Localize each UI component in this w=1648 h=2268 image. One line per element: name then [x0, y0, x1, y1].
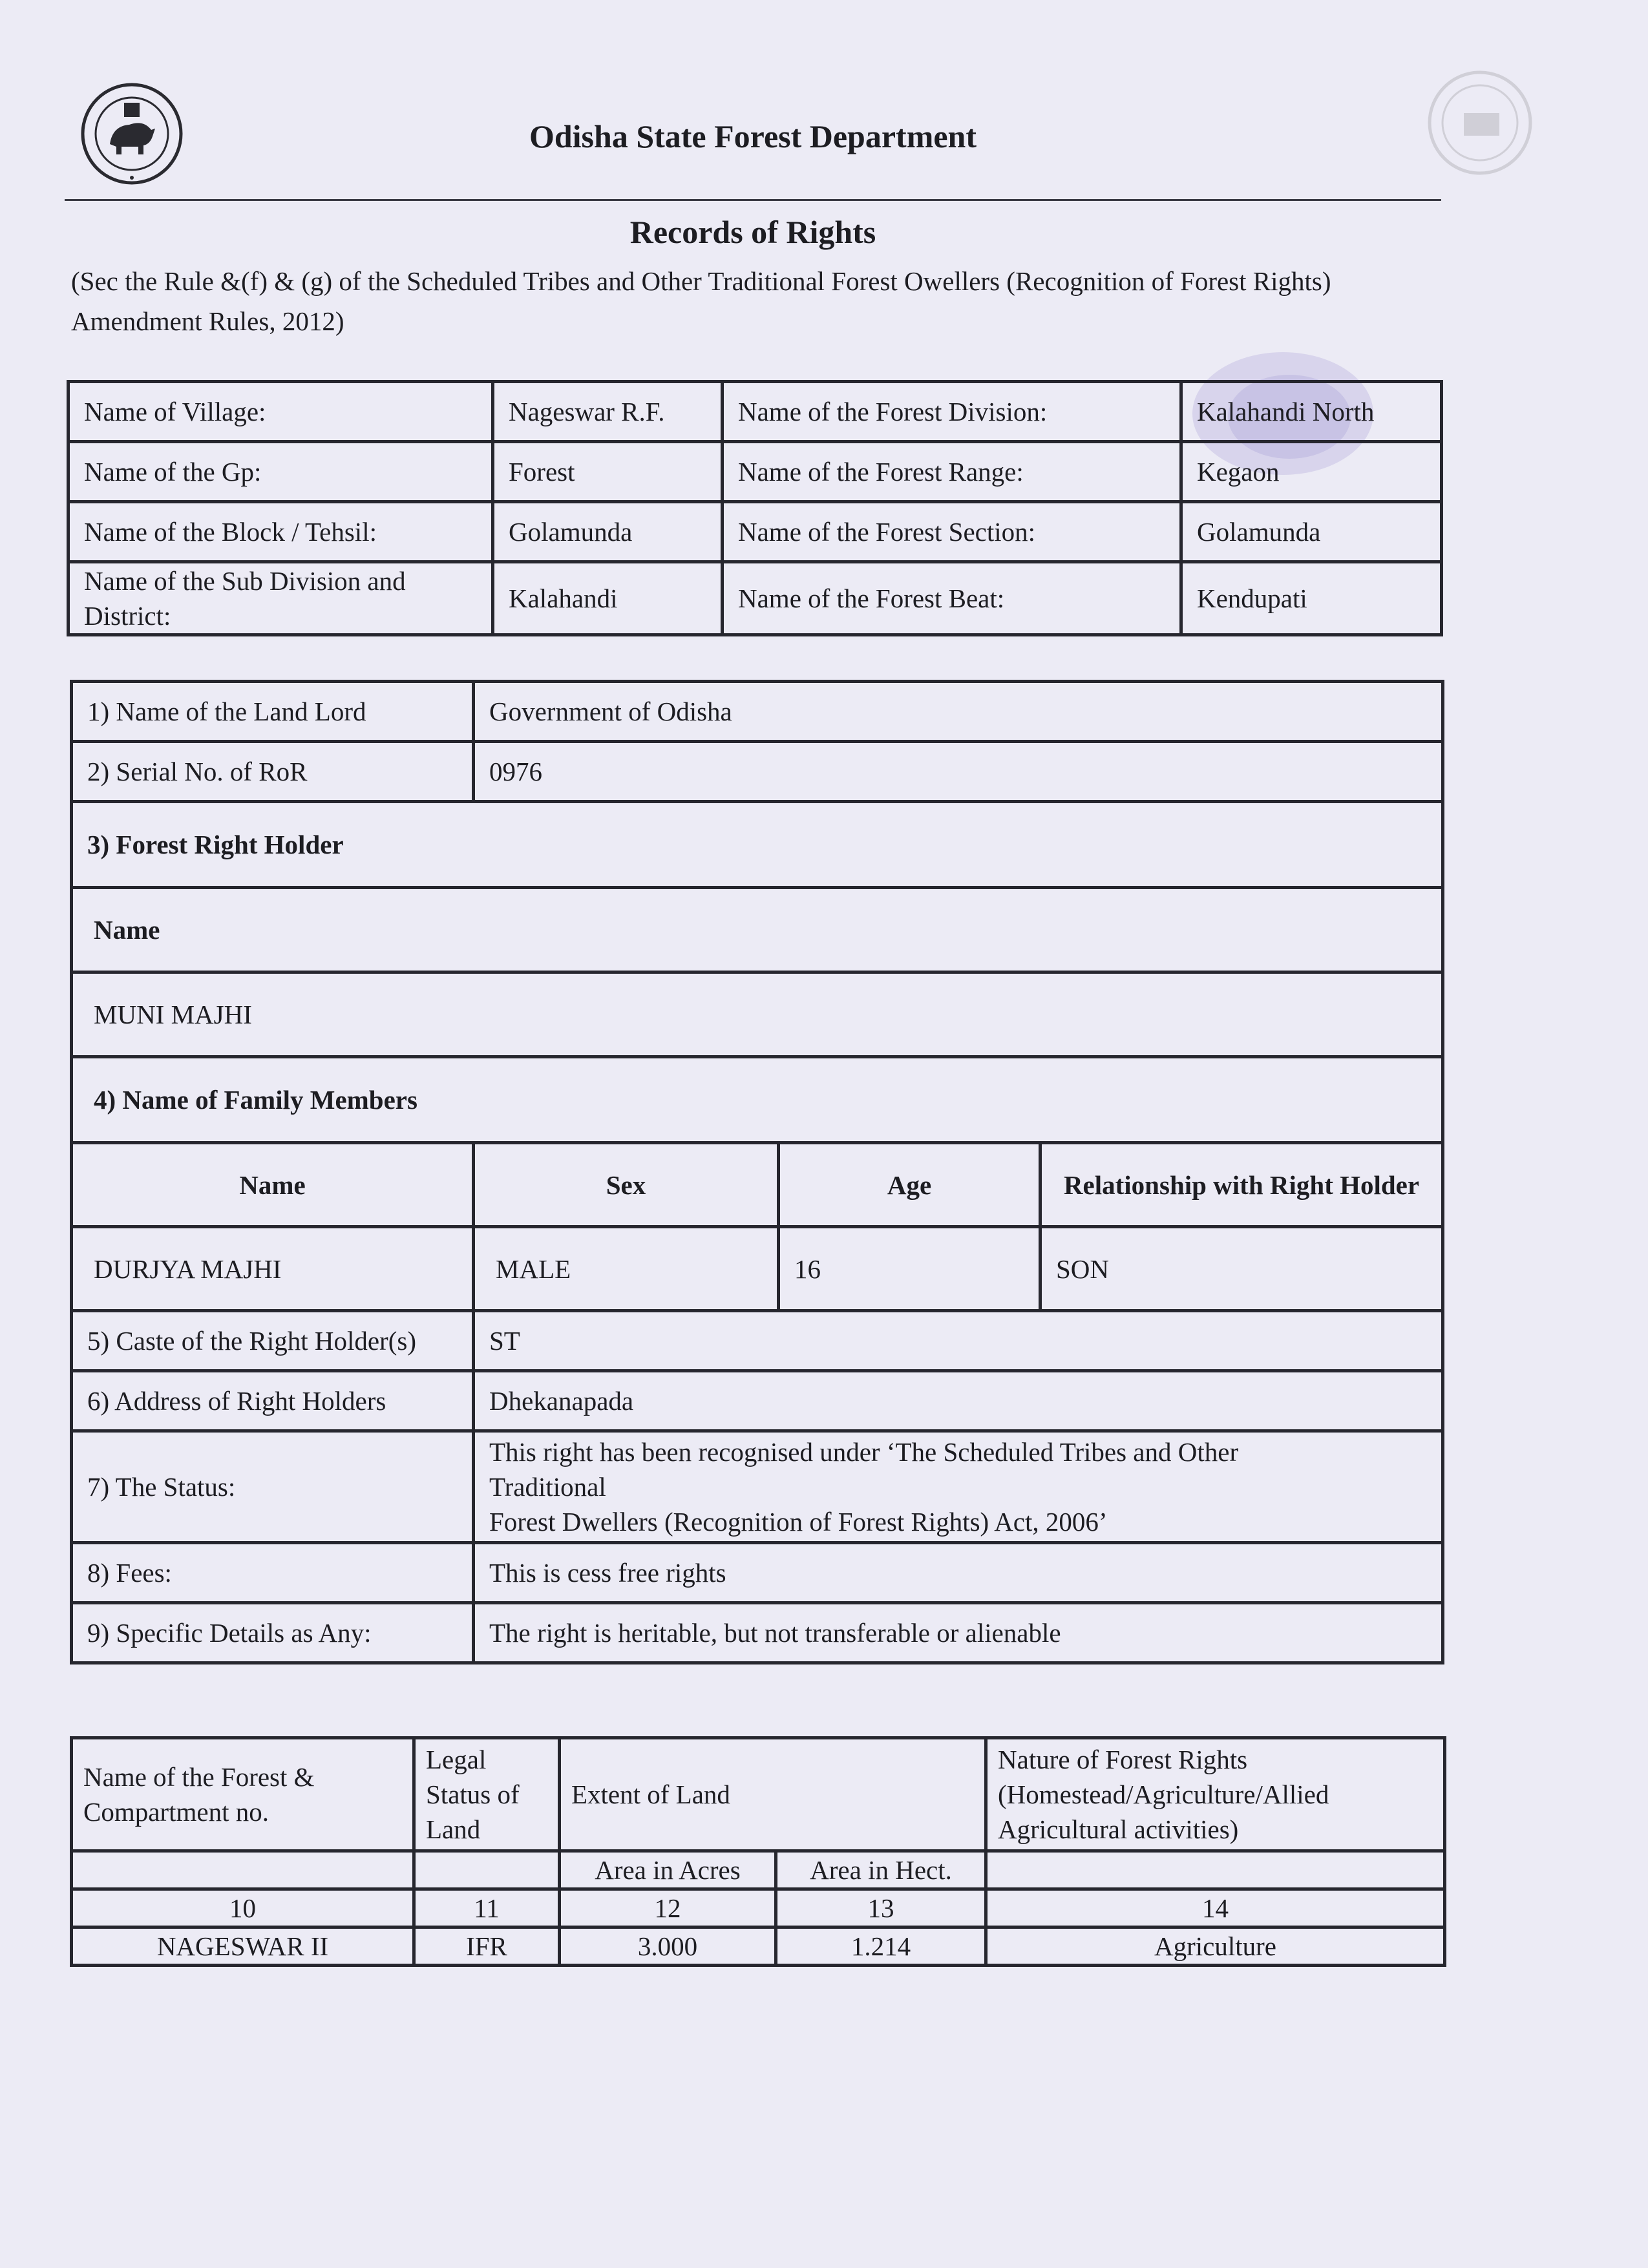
address-value: Dhekanapada	[474, 1371, 1443, 1431]
subdivision-value: Kalahandi	[493, 562, 723, 635]
status-line-2: Traditional	[489, 1472, 606, 1502]
column-number: 14	[986, 1889, 1445, 1927]
table-row	[72, 888, 1443, 972]
gp-value: Forest	[493, 442, 723, 502]
sub-area-acres: Area in Acres	[560, 1851, 776, 1889]
family-heading: 4) Name of Family Members	[72, 1057, 1443, 1143]
land-table	[70, 1736, 1446, 1967]
department-name: Odisha State Forest Department	[529, 118, 977, 154]
table-row	[72, 972, 1443, 1057]
column-number: 11	[414, 1889, 560, 1927]
member-relationship: SON	[1041, 1227, 1443, 1311]
status-value	[474, 1431, 1443, 1543]
division-label: Name of the Forest Division:	[723, 382, 1181, 442]
table-row	[69, 562, 1442, 635]
table-row	[69, 442, 1442, 502]
land-lord-value: Government of Odisha	[474, 682, 1443, 742]
land-lord-label: 1) Name of the Land Lord	[72, 682, 474, 742]
table-row	[72, 1738, 1445, 1851]
caste-value: ST	[474, 1311, 1443, 1371]
block-label: Name of the Block / Tehsil:	[69, 502, 493, 562]
fees-label: 8) Fees:	[72, 1543, 474, 1603]
address-label: 6) Address of Right Holders	[72, 1371, 474, 1431]
table-row	[72, 1371, 1443, 1431]
serial-value: 0976	[474, 742, 1443, 802]
table-row	[72, 682, 1443, 742]
section-label: Name of the Forest Section:	[723, 502, 1181, 562]
gp-label: Name of the Gp:	[69, 442, 493, 502]
beat-value: Kendupati	[1181, 562, 1442, 635]
col-legal-status: Legal Status of Land	[414, 1738, 560, 1851]
table-row	[72, 1851, 1445, 1889]
table-row	[69, 502, 1442, 562]
table-row	[72, 1143, 1443, 1227]
status-label: 7) The Status:	[72, 1431, 474, 1543]
table-row	[72, 1431, 1443, 1543]
range-label: Name of the Forest Range:	[723, 442, 1181, 502]
table-row	[72, 742, 1443, 802]
column-number: 13	[776, 1889, 986, 1927]
record-table	[70, 680, 1444, 1664]
table-row	[72, 1889, 1445, 1927]
section-value: Golamunda	[1181, 502, 1442, 562]
holder-name: MUNI MAJHI	[72, 972, 1443, 1057]
column-number: 12	[560, 1889, 776, 1927]
legal-status: IFR	[414, 1927, 560, 1966]
family-col-sex: Sex	[474, 1143, 779, 1227]
table-row	[72, 1543, 1443, 1603]
village-label: Name of Village:	[69, 382, 493, 442]
table-row	[72, 802, 1443, 888]
member-name: DURJYA MAJHI	[72, 1227, 474, 1311]
col-extent-of-land: Extent of Land	[560, 1738, 986, 1851]
family-col-age: Age	[779, 1143, 1041, 1227]
sub-area-hect: Area in Hect.	[776, 1851, 986, 1889]
status-line-3: Forest Dwellers (Recognition of Forest Rights) Act, 2006’	[489, 1507, 1108, 1537]
name-heading: Name	[72, 888, 1443, 972]
col-nature-of-rights: Nature of Forest Rights (Homestead/Agriculture/Allied Agricultural activities)	[986, 1738, 1445, 1851]
table-row	[72, 1057, 1443, 1143]
member-sex: MALE	[474, 1227, 779, 1311]
member-age: 16	[779, 1227, 1041, 1311]
table-row	[69, 382, 1442, 442]
division-value: Kalahandi North	[1181, 382, 1442, 442]
rule-reference: (Sec the Rule &(f) & (g) of the Scheduled Tribes and Other Traditional Forest Owellers (Recognition of Forest Rights) Amendment Rules, 2012)	[71, 266, 1331, 336]
area-hect: 1.214	[776, 1927, 986, 1966]
range-value: Kegaon	[1181, 442, 1442, 502]
specific-label: 9) Specific Details as Any:	[72, 1603, 474, 1663]
area-acres: 3.000	[560, 1927, 776, 1966]
nature-of-rights: Agriculture	[986, 1927, 1445, 1966]
location-table	[67, 380, 1443, 636]
family-col-name: Name	[72, 1143, 474, 1227]
empty-cell	[986, 1851, 1445, 1889]
forest-name: NAGESWAR II	[72, 1927, 414, 1966]
village-value: Nageswar R.F.	[493, 382, 723, 442]
caste-label: 5) Caste of the Right Holder(s)	[72, 1311, 474, 1371]
table-row	[72, 1927, 1445, 1966]
block-value: Golamunda	[493, 502, 723, 562]
table-row	[72, 1603, 1443, 1663]
column-number: 10	[72, 1889, 414, 1927]
status-line-1: This right has been recognised under ‘The Scheduled Tribes and Other	[489, 1437, 1239, 1467]
col-forest-compartment: Name of the Forest & Compartment no.	[72, 1738, 414, 1851]
family-col-relationship: Relationship with Right Holder	[1041, 1143, 1443, 1227]
subdivision-label: Name of the Sub Division and District:	[69, 562, 493, 635]
specific-value: The right is heritable, but not transferable or alienable	[474, 1603, 1443, 1663]
header-rule	[65, 199, 1441, 201]
document-title: Records of Rights	[629, 214, 876, 250]
empty-cell	[72, 1851, 414, 1889]
holder-heading: 3) Forest Right Holder	[72, 802, 1443, 888]
serial-label: 2) Serial No. of RoR	[72, 742, 474, 802]
table-row	[72, 1227, 1443, 1311]
beat-label: Name of the Forest Beat:	[723, 562, 1181, 635]
table-row	[72, 1311, 1443, 1371]
empty-cell	[414, 1851, 560, 1889]
fees-value: This is cess free rights	[474, 1543, 1443, 1603]
